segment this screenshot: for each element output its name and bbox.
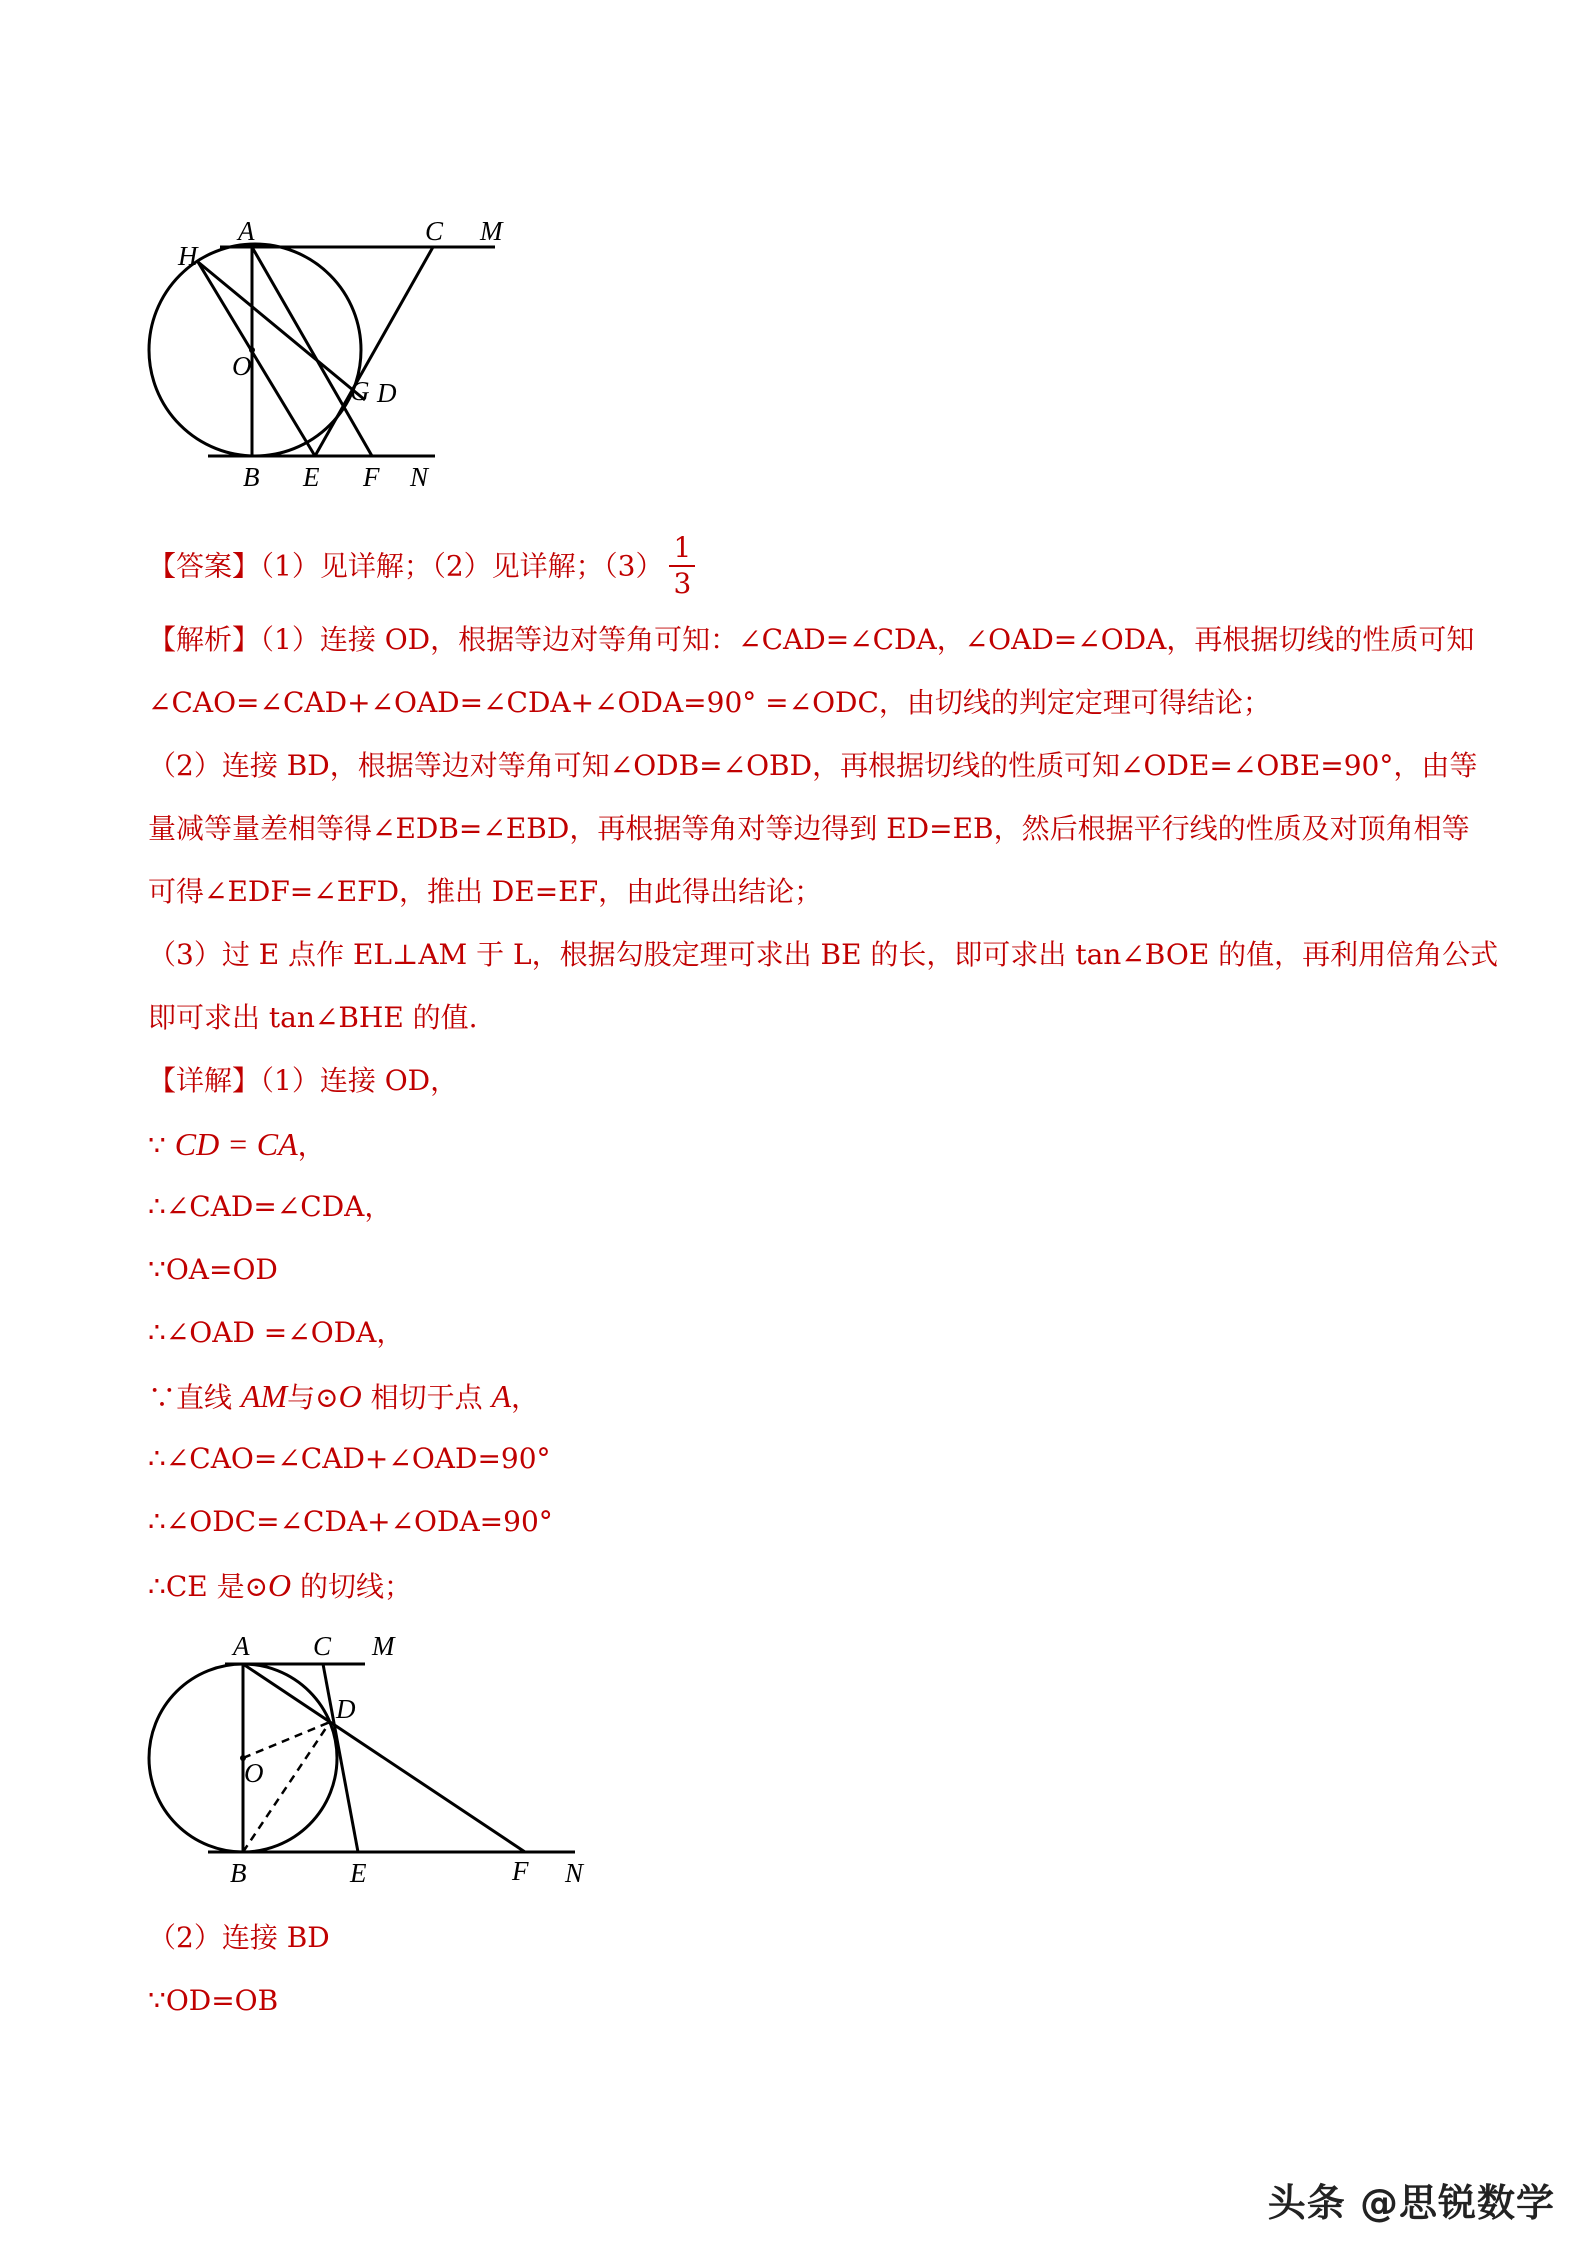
answer-fraction bbox=[669, 533, 695, 599]
label-a: A bbox=[233, 1631, 250, 1661]
detail-l9-pre: ∴CE 是⊙ bbox=[148, 1570, 269, 1603]
label-m: M bbox=[372, 1631, 395, 1661]
label-c: C bbox=[313, 1631, 332, 1661]
label-o: O bbox=[232, 351, 252, 381]
detail-line-10 bbox=[148, 1918, 1448, 1958]
because-symbol: ∵ bbox=[148, 1129, 175, 1162]
detail-l1: （1）连接 OD， bbox=[260, 1064, 459, 1097]
detail-line-8 bbox=[148, 1502, 1448, 1542]
label-n: N bbox=[565, 1858, 584, 1888]
line-ce bbox=[323, 1664, 358, 1852]
math-cd-ca: CD = CA bbox=[174, 1126, 298, 1162]
detail-l6-post: ， bbox=[511, 1381, 540, 1414]
detail-line-5 bbox=[148, 1313, 1448, 1353]
detail-l4: ∵OA=OD bbox=[148, 1253, 278, 1286]
analysis-p2a: （2）连接 BD，根据等边对等角可知∠ODB=∠OBD，再根据切线的性质可知∠ODE=∠OBE=90°，由等 bbox=[148, 749, 1478, 782]
label-o: O bbox=[244, 1758, 264, 1788]
label-c: C bbox=[425, 216, 444, 246]
detail-l9-post: 的切线； bbox=[291, 1570, 413, 1603]
analysis-p1a: （1）连接 OD，根据等边对等角可知：∠CAD=∠CDA，∠OAD=∠ODA，再根据切线的性质可知 bbox=[260, 623, 1475, 656]
math-o-2: O bbox=[268, 1567, 292, 1603]
detail-l6-pre: ∵直线 bbox=[148, 1381, 241, 1414]
detail-l3: ∴∠CAD=∠CDA， bbox=[148, 1190, 393, 1223]
analysis-prefix: 【解析】 bbox=[148, 623, 261, 656]
detail-line-11 bbox=[148, 1981, 1448, 2021]
detail-line-1 bbox=[148, 1061, 1448, 1101]
label-h: H bbox=[178, 241, 198, 271]
line-af bbox=[252, 247, 372, 456]
detail-line-7 bbox=[148, 1439, 1448, 1479]
answer-text: （1）见详解；（2）见详解；（3） bbox=[260, 549, 664, 583]
analysis-p3b: 即可求出 tan∠BHE 的值. bbox=[148, 1001, 478, 1034]
analysis-line-3 bbox=[148, 746, 1478, 786]
label-e: E bbox=[303, 462, 320, 492]
comma: ， bbox=[297, 1129, 326, 1162]
label-a: A bbox=[238, 216, 255, 246]
fraction-denominator: 3 bbox=[673, 567, 692, 600]
answer-line bbox=[148, 531, 1448, 600]
line-hd bbox=[198, 262, 365, 400]
label-m: M bbox=[480, 216, 503, 246]
answer-prefix: 【答案】 bbox=[148, 549, 261, 583]
detail-line-6 bbox=[148, 1376, 1448, 1418]
geometry-figure-1 bbox=[140, 210, 540, 500]
geometry-figure-2 bbox=[140, 1630, 610, 1895]
math-am: AM bbox=[240, 1378, 288, 1414]
dashed-od bbox=[243, 1722, 330, 1758]
detail-line-3 bbox=[148, 1187, 1448, 1227]
detail-l11: ∵OD=OB bbox=[148, 1984, 279, 2017]
label-d: D bbox=[336, 1694, 356, 1724]
detail-line-4 bbox=[148, 1250, 1448, 1290]
detail-l8: ∴∠ODC=∠CDA+∠ODA=90° bbox=[148, 1505, 553, 1538]
line-af bbox=[243, 1664, 525, 1852]
label-g: G bbox=[350, 376, 370, 406]
label-n: N bbox=[410, 462, 429, 492]
label-e: E bbox=[350, 1858, 367, 1888]
analysis-line-7 bbox=[148, 998, 1448, 1038]
detail-l6-mid: 与⊙ bbox=[287, 1381, 339, 1414]
detail-line-2 bbox=[148, 1124, 1448, 1166]
label-f: F bbox=[512, 1856, 529, 1886]
line-he bbox=[198, 262, 315, 456]
detail-l6-mid2: 相切于点 bbox=[361, 1381, 492, 1414]
detail-l7: ∴∠CAO=∠CAD+∠OAD=90° bbox=[148, 1442, 551, 1475]
label-d: D bbox=[377, 378, 397, 408]
figure-2-svg bbox=[140, 1630, 610, 1895]
analysis-line-6 bbox=[148, 935, 1499, 975]
analysis-p2c: 可得∠EDF=∠EFD，推出 DE=EF，由此得出结论； bbox=[148, 875, 823, 908]
detail-prefix: 【详解】 bbox=[148, 1064, 261, 1097]
detail-l5: ∴∠OAD =∠ODA， bbox=[148, 1316, 405, 1349]
fraction-numerator: 1 bbox=[669, 533, 695, 567]
analysis-p3a: （3）过 E 点作 EL⊥AM 于 L，根据勾股定理可求出 BE 的长，即可求出 tan∠BOE 的值，再利用倍角公式 bbox=[148, 938, 1499, 971]
figure-1-svg bbox=[140, 210, 540, 500]
math-a: A bbox=[491, 1378, 512, 1414]
watermark: 头条 @思锐数学 bbox=[1267, 2181, 1555, 2225]
label-b: B bbox=[243, 462, 260, 492]
label-b: B bbox=[230, 1858, 247, 1888]
detail-l10: （2）连接 BD bbox=[148, 1921, 330, 1954]
analysis-line-2 bbox=[148, 683, 1448, 723]
analysis-p1b: ∠CAO=∠CAD+∠OAD=∠CDA+∠ODA=90° =∠ODC，由切线的判定定理可得结论； bbox=[148, 686, 1271, 719]
math-o: O bbox=[338, 1378, 362, 1414]
label-f: F bbox=[363, 462, 380, 492]
analysis-line-4 bbox=[148, 809, 1470, 849]
analysis-line-1 bbox=[148, 620, 1475, 660]
analysis-p2b: 量减等量差相等得∠EDB=∠EBD，再根据等角对等边得到 ED=EB，然后根据平行线的性质及对顶角相等 bbox=[148, 812, 1470, 845]
analysis-line-5 bbox=[148, 872, 1448, 912]
detail-line-9 bbox=[148, 1565, 1448, 1607]
